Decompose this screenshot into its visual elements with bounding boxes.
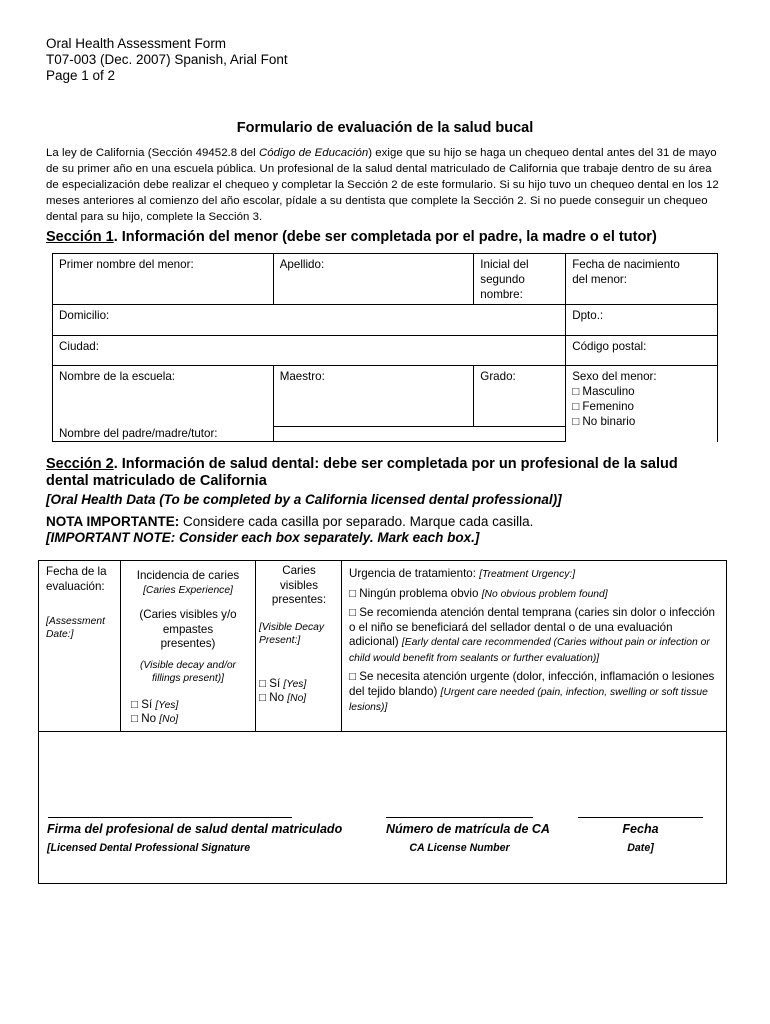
school-field[interactable]: Nombre de la escuela: bbox=[53, 366, 274, 427]
license-number-label-en: CA License Number bbox=[409, 842, 510, 854]
important-note-en: [IMPORTANT NOTE: Consider each box separately. Mark each box.] bbox=[46, 530, 480, 545]
urgency-urgent-care-checkbox[interactable]: □ Se necesita atención urgente (dolor, infección, inflamación o lesiones del tejido blando) [Urgent care needed (pain, infection, swelling or soft tissue lesions)] bbox=[349, 670, 715, 713]
form-name: Oral Health Assessment Form bbox=[46, 36, 227, 51]
column-divider bbox=[341, 561, 342, 731]
visible-decay-field: Caries visibles presentes: bbox=[271, 564, 327, 606]
parent-name-label: Nombre del padre/madre/tutor: bbox=[53, 427, 274, 442]
city-field[interactable]: Ciudad: bbox=[53, 336, 566, 366]
visible-decay-yes-checkbox[interactable]: □ Sí [Yes] bbox=[259, 677, 307, 690]
parent-name-field[interactable] bbox=[273, 427, 566, 442]
date-label-en: Date] bbox=[627, 842, 654, 854]
caries-experience-field: Incidencia de caries [Caries Experience] (Caries visibles y/o empastes presentes) (Visible decay and/or fillings present)] bbox=[136, 569, 240, 684]
grade-field[interactable]: Grado: bbox=[474, 366, 566, 427]
section2-heading-en: [Oral Health Data (To be completed by a California licensed dental professional)] bbox=[46, 492, 562, 507]
signature-label-en: [Licensed Dental Professional Signature bbox=[47, 842, 251, 854]
oral-health-data-box bbox=[38, 560, 727, 884]
important-note: NOTA IMPORTANTE: Considere cada casilla por separado. Marque cada casilla. bbox=[46, 514, 534, 529]
section2-heading: Sección 2. Información de salud dental: debe ser completada por un profesional de la salud dental matriculado de California bbox=[46, 456, 678, 489]
page-title: Formulario de evaluación de la salud bucal bbox=[236, 120, 534, 136]
intro-paragraph: La ley de California (Sección 49452.8 del Código de Educación) exige que su hijo se haga un chequeo dental antes del 31 de mayo de su primer año en una escuela pública. Un profesional de la salud dental matriculado de California que trabaje dentro de su área de especialización debe realizar el chequeo y completar la Sección 2 de este formulario. Si su hijo tuvo un chequeo dental en los 12 meses anteriores al comienzo del año escolar, pídale a su dentista que complete la Sección 2. Si no puede conseguir un chequeo dental para su hijo, complete la Sección 3. bbox=[46, 147, 719, 223]
sex-male-checkbox[interactable]: □ Masculino bbox=[572, 385, 635, 398]
license-number-label: Número de matrícula de CA bbox=[386, 822, 550, 836]
sex-nonbinary-checkbox[interactable]: □ No binario bbox=[572, 415, 636, 428]
sex-female-checkbox[interactable]: □ Femenino bbox=[572, 400, 634, 413]
section1-label: Sección 1 bbox=[46, 229, 114, 245]
apt-field[interactable]: Dpto.: bbox=[566, 305, 718, 336]
treatment-urgency-field: Urgencia de tratamiento: [Treatment Urgency:] □ Ningún problema obvio [No obvious problem found] □ Se recomienda atención dental temprana (caries sin dolor o infección o el niño se beneficiará del sellador dental o de una evaluación adicional) [Early dental care recommended (Caries without pain or infection or child would benefit from sealants or further evaluation)] □ Se necesita atención urgente (dolor, infección, inflamación o lesiones del tejido blando) [Urgent care needed (pain, infection, swelling or soft tissue lesions)] bbox=[349, 567, 721, 716]
dob-field[interactable]: Fecha de nacimiento del menor: bbox=[566, 254, 718, 305]
address-field[interactable]: Domicilio: bbox=[53, 305, 566, 336]
page-number: Page 1 of 2 bbox=[46, 68, 116, 83]
section2-label: Sección 2 bbox=[46, 456, 114, 472]
signature-line[interactable] bbox=[48, 817, 292, 818]
assessment-date-field[interactable]: Fecha de la evaluación: [Assessment Date:] bbox=[46, 565, 107, 640]
section1-heading: Sección 1. Información del menor (debe ser completada por el padre, la madre o el tutor) bbox=[46, 229, 657, 245]
visible-decay-en: [Visible Decay Present:] bbox=[259, 622, 325, 646]
sex-field: Sexo del menor: □ Masculino □ Femenino □ No binario bbox=[566, 366, 718, 442]
date-label: Fecha bbox=[622, 822, 659, 836]
middle-initial-field[interactable]: Inicial del segundo nombre: bbox=[474, 254, 566, 305]
zip-field[interactable]: Código postal: bbox=[566, 336, 718, 366]
caries-experience-yes-checkbox[interactable]: □ Sí [Yes] bbox=[131, 698, 179, 711]
column-divider bbox=[120, 561, 121, 731]
column-divider bbox=[255, 561, 256, 731]
first-name-field[interactable]: Primer nombre del menor: bbox=[53, 254, 274, 305]
urgency-early-care-checkbox[interactable]: □ Se recomienda atención dental temprana (caries sin dolor o infección o el niño se beneficiará del sellador dental o de una evaluación adicional) [Early dental care recommended (Caries without pain or infection or child would benefit from sealants or further evaluation)] bbox=[349, 606, 715, 664]
visible-decay-no-checkbox[interactable]: □ No [No] bbox=[259, 691, 307, 704]
date-line[interactable] bbox=[578, 817, 703, 818]
urgency-no-problem-checkbox[interactable]: □ Ningún problema obvio [No obvious problem found] bbox=[349, 586, 608, 600]
last-name-field[interactable]: Apellido: bbox=[273, 254, 474, 305]
education-code: Código de Educación bbox=[258, 147, 369, 159]
form-header bbox=[46, 36, 288, 84]
license-number-line[interactable] bbox=[386, 817, 533, 818]
form-code: T07-003 (Dec. 2007) Spanish, Arial Font bbox=[46, 52, 288, 67]
signature-label: Firma del profesional de salud dental matriculado bbox=[47, 822, 343, 836]
row-divider bbox=[39, 731, 726, 732]
child-info-table bbox=[52, 253, 718, 442]
caries-experience-no-checkbox[interactable]: □ No [No] bbox=[131, 712, 179, 725]
teacher-field[interactable]: Maestro: bbox=[273, 366, 474, 427]
